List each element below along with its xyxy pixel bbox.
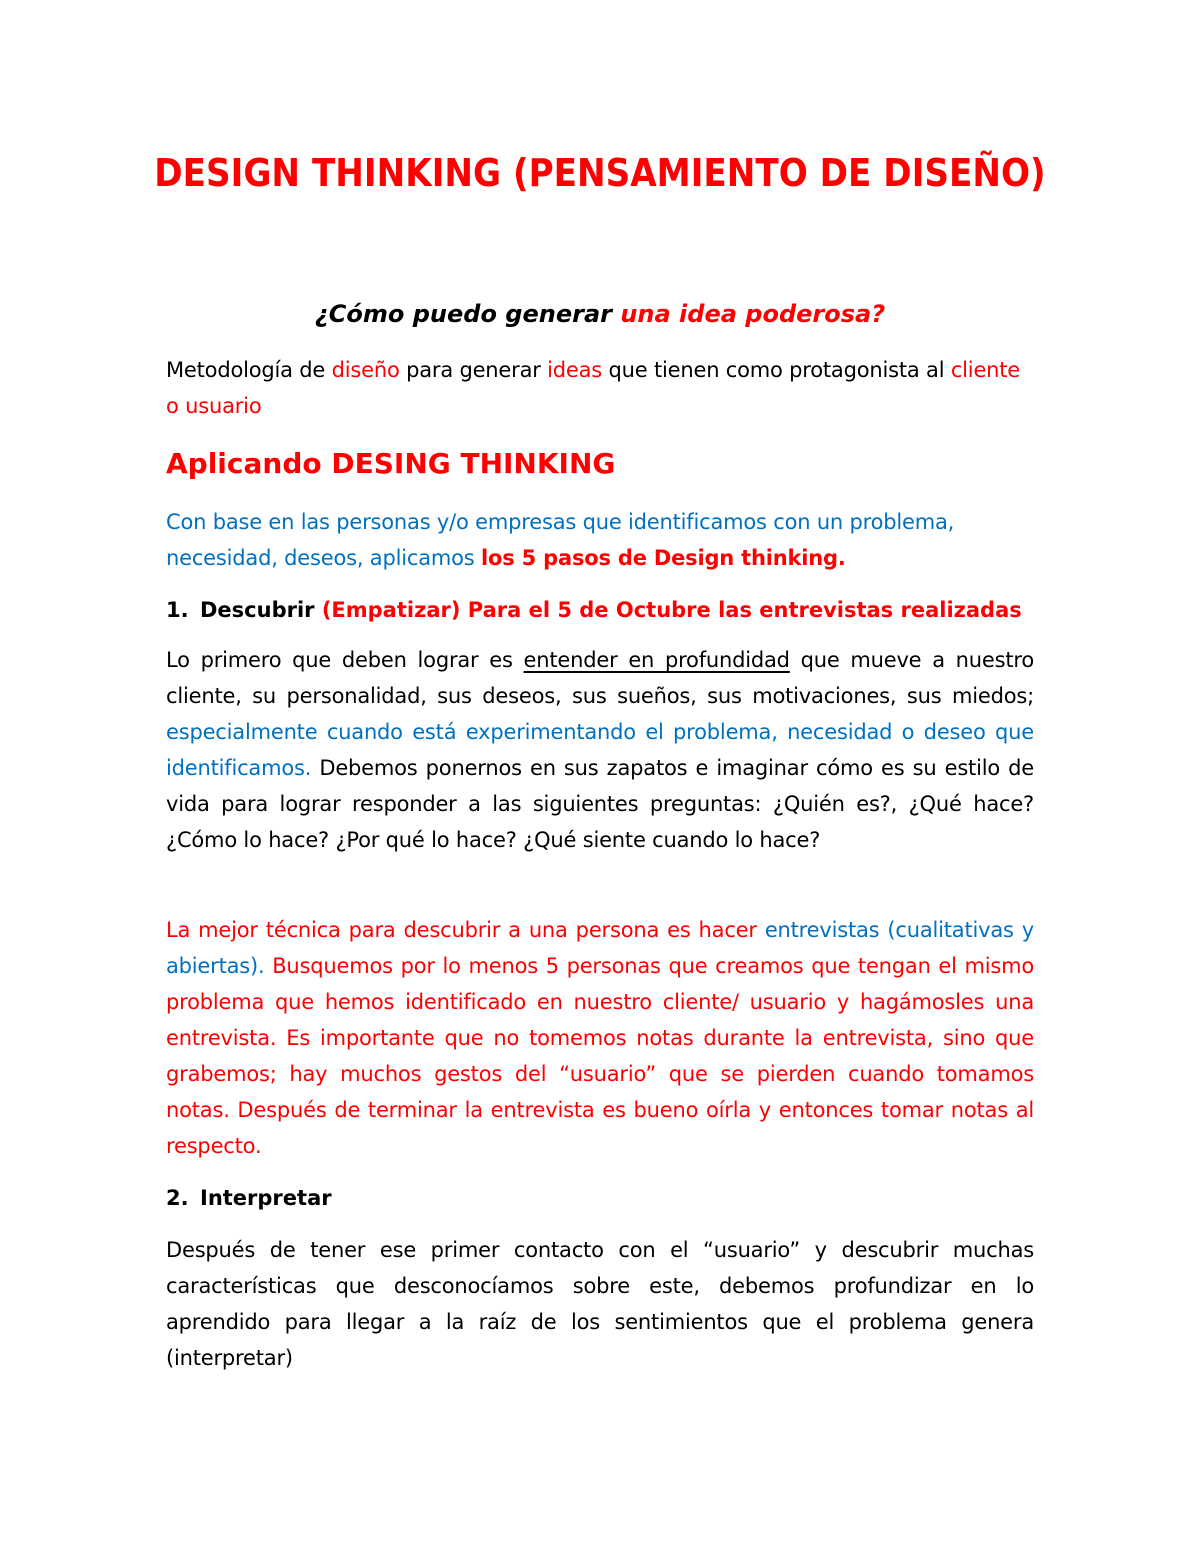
document-subtitle (166, 296, 1034, 332)
base-paragraph (166, 504, 1034, 576)
intro-text-2: para generar (399, 358, 548, 382)
step-2-heading (166, 1180, 1034, 1216)
step-1-highlight: (Empatizar) Para el 5 de Octubre las entrevistas realizadas (321, 598, 1022, 622)
technique-text-2: Busquemos por lo menos 5 personas que creamos que tengan el mismo problema que hemos identificado en nuestro cliente/ usuario y hagámosles una entrevista. Es importante que no tomemos notas durante la entrevista, sino que grabemos; hay muchos gestos del “usuario” que se pierden cuando tomamos notas. Después de terminar la entrevista es bueno oírla y entonces tomar notas al respecto. (166, 954, 1034, 1158)
technique-paragraph (166, 912, 1034, 1164)
step-1-text-1: Lo primero que deben lograr es (166, 648, 524, 672)
step-1-text-3: Debemos ponernos en sus zapatos e imaginar cómo es su estilo de vida para lograr responder a las siguientes preguntas: ¿Quién es?, ¿Qué hace? ¿Cómo lo hace? ¿Por qué lo hace? ¿Qué siente cuando lo hace? (166, 756, 1034, 852)
intro-highlight-diseno: diseño (331, 358, 400, 382)
subtitle-question-highlight: una idea poderosa? (620, 300, 886, 328)
intro-text-3: que tienen como protagonista al (602, 358, 951, 382)
step-1-paragraph (166, 642, 1034, 858)
step-1-underlined: entender en profundidad (523, 648, 790, 672)
step-2-paragraph: Después de tener ese primer contacto con el “usuario” y descubrir muchas características que desconocíamos sobre este, debemos profundizar en lo aprendido para llegar a la raíz de los sentimientos que el problema genera (interpretar) (166, 1238, 1034, 1370)
document-title: DESIGN THINKING (PENSAMIENTO DE DISEÑO) (154, 151, 1046, 195)
step-2-number: 2. (166, 1186, 189, 1210)
intro-text-1: Metodología de (166, 358, 332, 382)
step-1-number: 1. (166, 598, 189, 622)
section-heading: Aplicando DESING THINKING (166, 447, 616, 480)
intro-highlight-ideas: ideas (547, 358, 603, 382)
step-1-title: Descubrir (200, 598, 322, 622)
base-paragraph-text: Con base en las personas y/o empresas que identificamos con un problema, necesidad, deseos, aplicamos (166, 510, 955, 570)
step-1-heading (166, 592, 1034, 628)
step-1-text-2: que mueve a nuestro cliente, su personalidad, sus deseos, sus sueños, sus motivaciones, sus miedos; (166, 648, 1034, 708)
step-2-title: Interpretar (200, 1186, 332, 1210)
technique-text-1: La mejor técnica para descubrir a una persona es hacer (166, 918, 765, 942)
technique-blue-text: entrevistas (cualitativas y abiertas). (166, 918, 1034, 978)
intro-paragraph (166, 352, 1034, 424)
base-paragraph-highlight: los 5 pasos de Design thinking. (481, 546, 846, 570)
step-1-blue-text: especialmente cuando está experimentando el problema, necesidad o deseo que identificamos. (166, 720, 1034, 780)
subtitle-question-start: ¿Cómo puedo generar (314, 300, 621, 328)
intro-highlight-cliente: cliente o usuario (166, 358, 1021, 418)
